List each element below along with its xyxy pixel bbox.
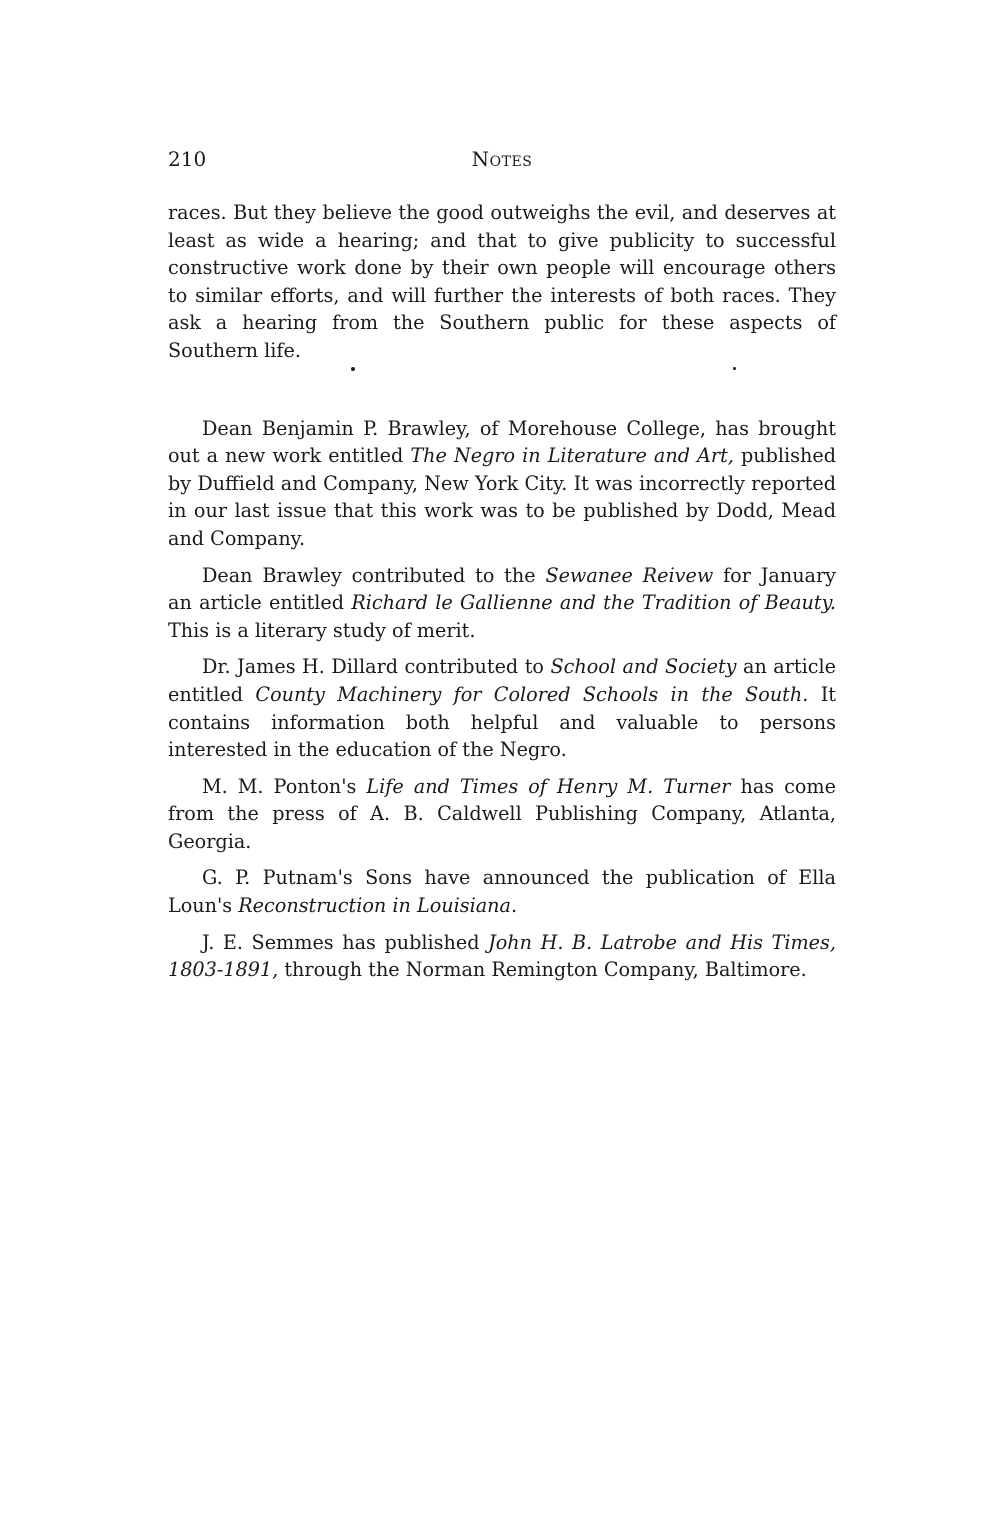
note-semmes-book: [168, 929, 836, 984]
note-text: Dr. James H. Dillard contributed to: [202, 655, 551, 679]
book-title: Reconstruction in Louisiana.: [238, 894, 518, 918]
note-text: through the Norman Remington Company, Baltimore.: [278, 958, 807, 982]
running-head: [168, 146, 836, 172]
note-brawley-article: [168, 562, 836, 645]
article-title: Richard le Gallienne and the Tradition of Beauty.: [351, 591, 836, 615]
book-title: John H. B. Latrobe and His Times, 1803-1891,: [168, 930, 836, 982]
journal-title: School and Society: [550, 655, 737, 679]
note-text: for January an article entitled: [168, 563, 837, 615]
note-text: Dean Benjamin P. Brawley, of Morehouse College, has brought out a new work entitled: [168, 416, 836, 468]
note-text: J. E. Semmes has published: [202, 930, 489, 954]
running-title: Notes: [471, 147, 533, 171]
note-dillard-article: [168, 653, 836, 763]
journal-title: Sewanee Reivew: [545, 563, 714, 587]
note-text: an article entitled: [168, 655, 836, 706]
note-ponton-book: [168, 773, 836, 856]
note-brawley-book: [168, 415, 836, 553]
book-title: Life and Times of Henry M. Turner: [366, 774, 731, 798]
note-text: M. M. Ponton's: [202, 774, 367, 798]
section-mark-dot: [351, 367, 355, 371]
book-title: The Negro in Literature and Art,: [410, 444, 734, 468]
note-text: Dean Brawley contributed to the: [202, 563, 546, 587]
article-title: County Machinery for Colored Schools in the South.: [255, 682, 809, 706]
note-text: has come from the press of A. B. Caldwell Publishing Company, Atlanta, Georgia.: [168, 774, 836, 853]
note-text: published by Duffield and Company, New York City. It was incorrectly reported in our last issue that this work was to be published by Dodd, Mead and Company.: [168, 444, 836, 550]
continuation-paragraph: races. But they believe the good outweighs the evil, and deserves at least as wide a hearing; and that to give publicity to successful constructive work done by their own people will encourage others to similar efforts, and will further the interests of both races. They ask a hearing from the Southern public for these aspects of Southern life.: [168, 201, 836, 362]
page-number: 210: [168, 147, 207, 171]
note-text: It contains information both helpful and valuable to persons interested in the education of the Negro.: [168, 682, 836, 762]
body-text: [168, 199, 836, 993]
note-text: G. P. Putnam's Sons have announced the publication of Ella Loun's: [168, 866, 836, 918]
section-mark-dot: [733, 367, 736, 370]
note-putnam-announcement: [168, 864, 836, 919]
note-text: This is a literary study of merit.: [168, 618, 476, 642]
